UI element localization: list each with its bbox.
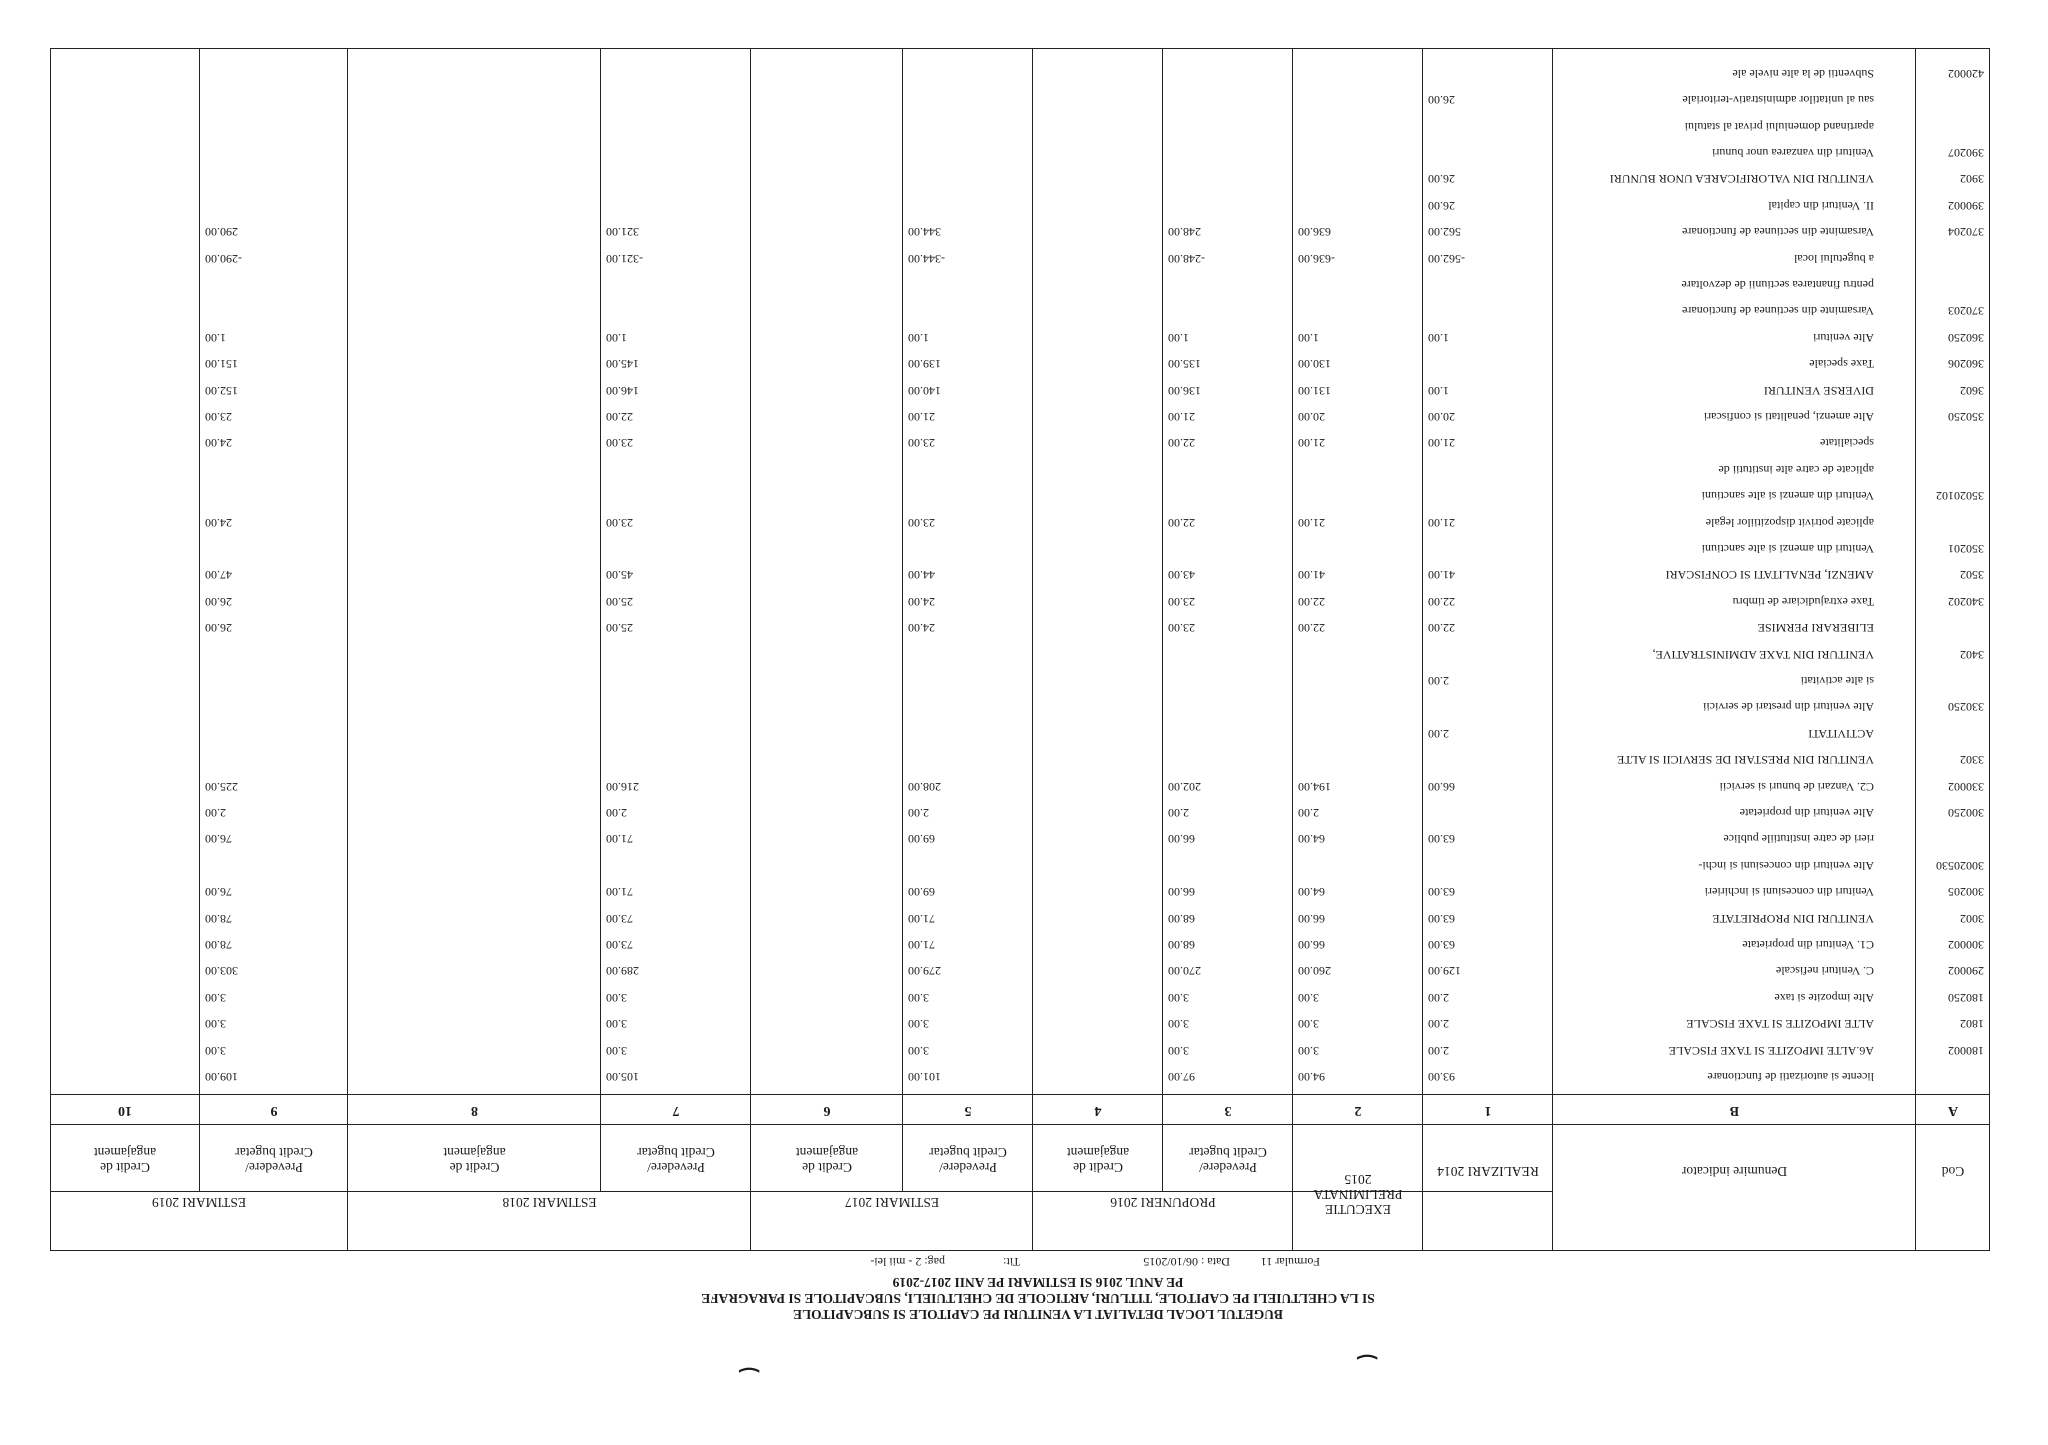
row-indicator: C. Venituri nefiscale (1775, 964, 1874, 979)
row-value: 22.00 (1428, 594, 1455, 609)
row-value: 3.00 (606, 990, 627, 1005)
row-value: 105.00 (606, 1070, 639, 1084)
row-value: 135.00 (1168, 357, 1201, 372)
sub-prevedere: Prevedere/ Credit bugetar (1189, 1145, 1267, 1175)
row-value: 208.00 (908, 779, 941, 794)
row-value: 1.00 (908, 330, 929, 345)
table-row (50, 246, 1990, 272)
row-value: 69.00 (908, 832, 935, 847)
row-value: 97.00 (1168, 1070, 1195, 1084)
row-value: 26.00 (205, 621, 232, 636)
row-code: 3602 (1960, 383, 1984, 398)
sub-prevedere: Prevedere/ Credit bugetar (637, 1145, 715, 1175)
table-row (50, 483, 1990, 509)
row-value: 1.00 (1428, 383, 1449, 398)
row-value: 3.00 (1298, 1017, 1319, 1032)
table-row (50, 668, 1990, 694)
row-indicator: Taxe speciale (1809, 357, 1874, 372)
table-row (50, 219, 1990, 245)
row-code: 1802 (1960, 1017, 1984, 1032)
row-value: 131.00 (1298, 383, 1331, 398)
row-indicator: VENITURI DIN PROPRIETATE (1712, 911, 1874, 926)
row-value: 3.00 (908, 1017, 929, 1032)
row-value: -321.00 (606, 251, 643, 266)
row-code: 30020530 (1936, 858, 1984, 873)
row-code: 350250 (1948, 410, 1984, 424)
table-row (50, 694, 1990, 720)
row-value: 3.00 (908, 990, 929, 1005)
row-indicator: VENITURI DIN VALORIFICAREA UNOR BUNURI (1609, 172, 1874, 187)
row-value: 109.00 (205, 1070, 238, 1084)
row-indicator: AMENZI, PENALITATI SI CONFISCARI (1665, 568, 1874, 583)
row-value: 63.00 (1428, 938, 1455, 952)
row-code: 300205 (1948, 885, 1984, 900)
title-line-3: PE ANUL 2016 SI ESTIMARI PE ANII 2017-2019 (892, 1275, 1184, 1290)
row-value: 26.00 (205, 594, 232, 609)
row-indicator: aplicate de catre alte institutii de (1718, 462, 1874, 477)
table-row (50, 1011, 1990, 1037)
row-indicator: C1. Venituri din proprietate (1742, 938, 1874, 952)
row-indicator: si alte activitati (1800, 674, 1874, 688)
table-row (50, 958, 1990, 984)
row-value: 101.00 (908, 1070, 941, 1084)
row-value: 66.00 (1298, 911, 1325, 926)
row-value: 1.00 (1168, 330, 1189, 345)
row-indicator: Alte venituri din proprietate (1739, 806, 1874, 820)
row-code: 340202 (1948, 594, 1984, 609)
title-line-1: BUGETUL LOCAL DETALIAT LA VENITURI PE CAPITOLE SI SUBCAPITOLE (793, 1307, 1283, 1322)
row-value: 23.00 (1168, 621, 1195, 636)
header-estimari-2019: ESTIMARI 2019 (151, 1195, 247, 1210)
table-row (50, 879, 1990, 905)
form-label: Formular 11 (1260, 1255, 1320, 1269)
row-value: 25.00 (606, 621, 633, 636)
row-code: 330002 (1948, 779, 1984, 794)
row-value: 321.00 (606, 225, 639, 240)
row-value: 3.00 (908, 1043, 929, 1058)
table-row (50, 985, 1990, 1011)
row-value: 71.00 (606, 832, 633, 847)
row-indicator: Taxe extrajudiciare de timbru (1732, 594, 1874, 609)
table-row (50, 932, 1990, 958)
row-indicator: ELIBERARI PERMISE (1757, 621, 1874, 636)
table-row (50, 615, 1990, 641)
row-value: 3.00 (1298, 1043, 1319, 1058)
row-value: 69.00 (908, 885, 935, 900)
row-value: 22.00 (1298, 621, 1325, 636)
row-value: 21.00 (1168, 410, 1195, 424)
row-value: 2.00 (1428, 726, 1449, 741)
row-value: 78.00 (205, 938, 232, 952)
row-code: 3002 (1960, 911, 1984, 926)
col-number: B (1729, 1103, 1740, 1118)
row-value: 20.00 (1428, 410, 1455, 424)
row-value: 94.00 (1298, 1070, 1325, 1084)
row-value: 22.00 (1428, 621, 1455, 636)
row-value: 303.00 (205, 964, 238, 979)
row-code: 420002 (1948, 66, 1984, 81)
row-value: -290.00 (205, 251, 242, 266)
row-code: 3402 (1960, 647, 1984, 662)
table-row (50, 747, 1990, 773)
row-value: 66.00 (1168, 885, 1195, 900)
row-value: 45.00 (606, 568, 633, 583)
row-value: 2.00 (606, 806, 627, 820)
col-number: 10 (118, 1103, 132, 1118)
row-code: 350201 (1948, 542, 1984, 556)
table-row (50, 853, 1990, 879)
table-row (50, 800, 1990, 826)
row-value: 2.00 (908, 806, 929, 820)
row-value: 21.00 (1428, 515, 1455, 530)
row-code: 290002 (1948, 964, 1984, 979)
table-row (50, 166, 1990, 192)
row-value: 24.00 (908, 594, 935, 609)
sub-angajament: Credit de angajament (1066, 1145, 1130, 1175)
row-value: 3.00 (205, 1043, 226, 1058)
row-indicator: VENITURI DIN TAXE ADMINISTRATIVE, (1652, 647, 1874, 662)
table-row (50, 298, 1990, 324)
header-estimari-2017: ESTIMARI 2017 (844, 1195, 940, 1210)
tit-label: Tit: (1003, 1255, 1020, 1269)
table-row (50, 510, 1990, 536)
sub-prevedere: Prevedere/ Credit bugetar (235, 1145, 313, 1175)
row-value: 2.00 (205, 806, 226, 820)
row-value: 3.00 (205, 990, 226, 1005)
row-value: 23.00 (908, 515, 935, 530)
row-value: 636.00 (1298, 225, 1331, 240)
title-line-2: SI LA CHELTUIELI PE CAPITOLE, TITLURI, ARTICOLE DE CHELTUIELI, SUBCAPITOLE SI PARAGRAFE (701, 1291, 1375, 1306)
row-value: -562.00 (1428, 251, 1465, 266)
row-value: 248.00 (1168, 225, 1201, 240)
row-value: 202.00 (1168, 779, 1201, 794)
table-row (50, 114, 1990, 140)
row-indicator: specialitate (1820, 436, 1874, 451)
row-indicator: sau al unitatilor administrativ-teritoriale (1682, 93, 1874, 108)
row-value: 24.00 (205, 515, 232, 530)
row-value: 2.00 (1428, 674, 1449, 688)
row-value: 21.00 (1298, 515, 1325, 530)
row-value: 1.00 (1298, 330, 1319, 345)
row-value: 3.00 (1168, 1017, 1189, 1032)
signature-mark-1: ‿ (1358, 1355, 1376, 1380)
row-value: 23.00 (606, 436, 633, 451)
row-indicator: C2. Vanzari de bunuri si servicii (1719, 779, 1874, 794)
table-row (50, 193, 1990, 219)
row-value: 140.00 (908, 383, 941, 398)
row-value: 152.00 (205, 383, 238, 398)
row-indicator: pentru finantarea sectiunii de dezvoltare (1681, 278, 1874, 292)
row-code: 390002 (1948, 198, 1984, 213)
row-value: 3.00 (1168, 990, 1189, 1005)
row-value: 21.00 (908, 410, 935, 424)
row-indicator: rieri de catre institutiile publice (1723, 832, 1874, 847)
row-indicator: Venituri din amenzi si alte sanctiuni (1701, 489, 1874, 504)
row-value: 146.00 (606, 383, 639, 398)
row-value: 23.00 (908, 436, 935, 451)
row-code: 360250 (1948, 330, 1984, 345)
row-indicator: a bugetului local (1794, 251, 1874, 266)
row-value: 71.00 (908, 938, 935, 952)
row-value: 63.00 (1428, 911, 1455, 926)
table-row (50, 272, 1990, 298)
row-value: 3.00 (205, 1017, 226, 1032)
row-value: 23.00 (205, 410, 232, 424)
row-value: 64.00 (1298, 832, 1325, 847)
row-indicator: licente si autorizatii de functionare (1707, 1070, 1874, 1084)
row-indicator: Alte amenzi, penalitati si confiscari (1703, 410, 1874, 424)
table-row (50, 1064, 1990, 1090)
row-value: 76.00 (205, 832, 232, 847)
row-value: 2.00 (1168, 806, 1189, 820)
row-indicator: Subventii de la alte nivele ale (1732, 66, 1874, 81)
row-code: 180002 (1948, 1043, 1984, 1058)
sub-angajament: Credit de angajament (93, 1145, 157, 1175)
sub-angajament: Credit de angajament (795, 1145, 859, 1175)
row-indicator: II. Venituri din capital (1768, 198, 1874, 213)
signature-mark-2: ‿ (740, 1368, 758, 1393)
col-number: 4 (1094, 1103, 1102, 1118)
header-divider (50, 1124, 1990, 1125)
table-row (50, 325, 1990, 351)
row-value: 71.00 (908, 911, 935, 926)
header-propuneri-2016: PROPUNERI 2016 (1110, 1195, 1216, 1210)
row-value: 3.00 (606, 1043, 627, 1058)
row-value: 21.00 (1298, 436, 1325, 451)
row-value: 145.00 (606, 357, 639, 372)
row-value: 44.00 (908, 568, 935, 583)
header-executie: EXECUTIE PRELIMINATA 2015 (1313, 1172, 1403, 1217)
row-code: 3502 (1960, 568, 1984, 583)
row-value: 2.00 (1428, 1043, 1449, 1058)
row-value: 76.00 (205, 885, 232, 900)
col-number: 5 (964, 1103, 972, 1118)
row-value: 290.00 (205, 225, 238, 240)
row-value: 344.00 (908, 225, 941, 240)
row-indicator: A6.ALTE IMPOZITE SI TAXE FISCALE (1668, 1043, 1874, 1058)
row-value: 136.00 (1168, 383, 1201, 398)
row-value: 1.00 (205, 330, 226, 345)
row-value: 22.00 (1298, 594, 1325, 609)
row-value: 23.00 (606, 515, 633, 530)
row-indicator: Alte venituri (1813, 330, 1874, 345)
header-realizari: REALIZARI 2014 (1437, 1164, 1539, 1179)
row-indicator: Venituri din concesiuni si inchirieri (1704, 885, 1874, 900)
col-number: 8 (471, 1103, 478, 1118)
row-value: -248.00 (1168, 251, 1205, 266)
row-value: 24.00 (205, 436, 232, 451)
row-indicator: ACTIVITATI (1808, 726, 1874, 741)
row-value: 73.00 (606, 911, 633, 926)
row-value: 63.00 (1428, 832, 1455, 847)
row-indicator: apartinand domeniului privat al statului (1684, 119, 1874, 134)
row-value: 562.00 (1428, 225, 1461, 240)
row-code: 360206 (1948, 357, 1984, 372)
document-title (588, 1274, 1488, 1322)
row-value: 216.00 (606, 779, 639, 794)
row-value: 66.00 (1298, 938, 1325, 952)
header-cod: Cod (1941, 1164, 1965, 1179)
header-denumire: Denumire indicator (1681, 1164, 1788, 1179)
row-code: 3902 (1960, 172, 1984, 187)
table-row (50, 351, 1990, 377)
row-value: 43.00 (1168, 568, 1195, 583)
row-value: 22.00 (1168, 436, 1195, 451)
table-row (50, 826, 1990, 852)
col-number: 9 (270, 1103, 278, 1118)
row-value: -344.00 (908, 251, 945, 266)
col-number: A (1947, 1103, 1959, 1118)
col-number: 7 (672, 1103, 680, 1118)
table-row (50, 642, 1990, 668)
row-indicator: Venituri din amenzi si alte sanctiuni (1701, 542, 1874, 556)
row-value: 20.00 (1298, 410, 1325, 424)
table-row (50, 430, 1990, 456)
form-meta (40, 1251, 1320, 1269)
row-value: 289.00 (606, 964, 639, 979)
row-value: 21.00 (1428, 436, 1455, 451)
row-indicator: Varsaminte din sectiunea de functionare (1682, 225, 1874, 240)
row-value: 41.00 (1428, 568, 1455, 583)
row-value: 66.00 (1428, 779, 1455, 794)
row-value: 93.00 (1428, 1070, 1455, 1084)
row-code: 370204 (1948, 225, 1984, 240)
row-value: -636.00 (1298, 251, 1335, 266)
row-value: 68.00 (1168, 911, 1195, 926)
table-row (50, 378, 1990, 404)
row-value: 225.00 (205, 779, 238, 794)
table-row (50, 562, 1990, 588)
row-indicator: Varsaminte din sectiunea de functionare (1682, 304, 1874, 319)
table-row (50, 61, 1990, 87)
sub-prevedere: Prevedere/ Credit bugetar (929, 1145, 1007, 1175)
row-indicator: Alte venituri din concesiuni si inchi- (1698, 858, 1874, 873)
table-row (50, 457, 1990, 483)
table-row (50, 1038, 1990, 1064)
row-value: 73.00 (606, 938, 633, 952)
row-value: 139.00 (908, 357, 941, 372)
table-row (50, 589, 1990, 615)
row-value: 2.00 (1298, 806, 1319, 820)
row-indicator: DIVERSE VENITURI (1763, 383, 1874, 398)
col-number: 2 (1354, 1103, 1362, 1118)
row-indicator: VENITURI DIN PRESTARI DE SERVICII SI ALTE (1617, 753, 1874, 768)
row-value: 22.00 (1168, 515, 1195, 530)
row-code: 300002 (1948, 938, 1984, 952)
row-value: 3.00 (1168, 1043, 1189, 1058)
row-code: 3302 (1960, 753, 1984, 768)
header-estimari-2018: ESTIMARI 2018 (502, 1195, 597, 1210)
row-value: 22.00 (606, 410, 633, 424)
row-code: 180250 (1948, 990, 1984, 1005)
row-value: 26.00 (1428, 172, 1455, 187)
row-value: 47.00 (205, 568, 232, 583)
row-value: 23.00 (1168, 594, 1195, 609)
row-indicator: Alte impozite si taxe (1774, 990, 1874, 1005)
table-row (50, 536, 1990, 562)
table-row (50, 774, 1990, 800)
col-number: 1 (1484, 1103, 1492, 1118)
row-value: 71.00 (606, 885, 633, 900)
row-value: 130.00 (1298, 357, 1331, 372)
table-row (50, 906, 1990, 932)
row-code: 35020102 (1936, 489, 1984, 504)
row-value: 64.00 (1298, 885, 1325, 900)
row-indicator: aplicate potrivit dispozitiilor legale (1705, 515, 1874, 530)
row-code: 390207 (1948, 146, 1984, 160)
row-value: 26.00 (1428, 198, 1455, 213)
row-value: 63.00 (1428, 885, 1455, 900)
table-row (50, 87, 1990, 113)
row-value: 3.00 (1298, 990, 1319, 1005)
page-label: pag: 2 - mii lei- (870, 1255, 945, 1269)
row-code: 330250 (1948, 700, 1984, 715)
row-value: 3.00 (606, 1017, 627, 1032)
row-indicator: Venituri din vanzarea unor bunuri (1712, 146, 1874, 160)
row-value: 2.00 (1428, 990, 1449, 1005)
row-value: 279.00 (908, 964, 941, 979)
row-value: 1.00 (606, 330, 627, 345)
row-value: 25.00 (606, 594, 633, 609)
row-value: 260.00 (1298, 964, 1331, 979)
row-value: 270.00 (1168, 964, 1201, 979)
row-value: 26.00 (1428, 93, 1455, 108)
row-code: 300250 (1948, 806, 1984, 820)
row-value: 24.00 (908, 621, 935, 636)
col-number: 3 (1224, 1103, 1232, 1118)
header-divider (50, 1094, 1990, 1095)
sub-angajament: Credit de angajament (443, 1145, 506, 1175)
row-value: 151.00 (205, 357, 238, 372)
row-value: 129.00 (1428, 964, 1461, 979)
row-indicator: Alte venituri din prestari de servicii (1703, 700, 1874, 715)
date-label: Data : 06/10/2015 (1143, 1255, 1230, 1269)
row-value: 78.00 (205, 911, 232, 926)
row-indicator: ALTE IMPOZITE SI TAXE FISCALE (1686, 1017, 1874, 1032)
row-value: 2.00 (1428, 1017, 1449, 1032)
row-value: 41.00 (1298, 568, 1325, 583)
table-row (50, 140, 1990, 166)
col-number: 6 (823, 1103, 831, 1118)
row-value: 68.00 (1168, 938, 1195, 952)
row-code: 370203 (1948, 304, 1984, 319)
row-value: 66.00 (1168, 832, 1195, 847)
table-row (50, 721, 1990, 747)
row-value: 194.00 (1298, 779, 1331, 794)
row-value: 1.00 (1428, 330, 1449, 345)
table-row (50, 404, 1990, 430)
